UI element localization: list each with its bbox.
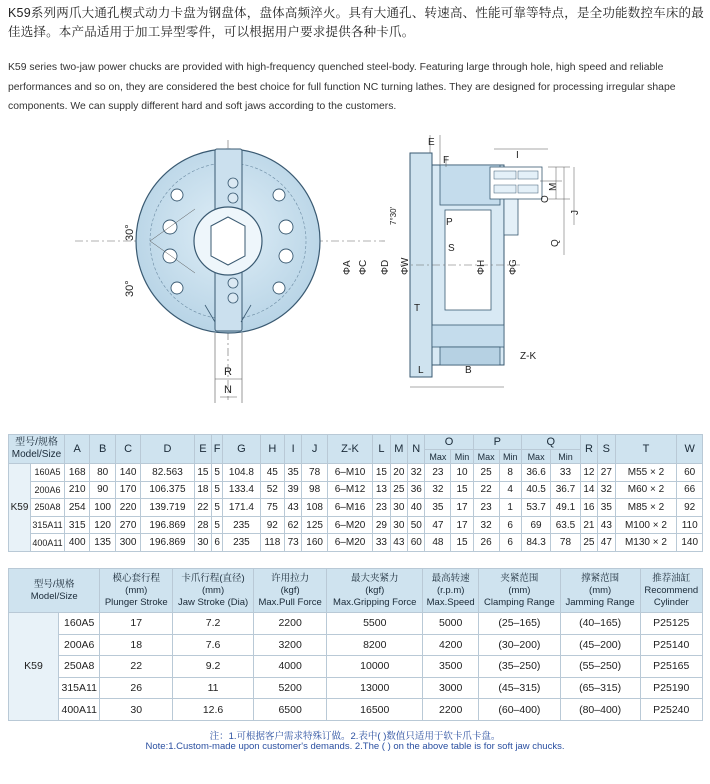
col-c: C: [115, 435, 140, 464]
table-cell: 39: [284, 481, 301, 499]
table-cell: 6–M10: [327, 464, 372, 482]
table-cell: 78: [302, 464, 327, 482]
table-cell: P25140: [640, 634, 702, 656]
table-cell: 6–M20: [327, 534, 372, 552]
angle-label-2: 30°: [124, 280, 136, 297]
table-cell: 160: [302, 534, 327, 552]
table-cell: 9.2: [173, 656, 254, 678]
dim-t: T: [414, 303, 421, 314]
table-cell: M130 × 2: [615, 534, 677, 552]
table-cell: 90: [90, 481, 115, 499]
table-cell: 250A8: [59, 656, 100, 678]
table-cell: 30: [194, 534, 211, 552]
table-cell: 98: [302, 481, 327, 499]
col-n: N: [408, 435, 425, 464]
table-cell: 196.869: [141, 534, 194, 552]
perf-header-5: 最高转速 (r.p.m) Max.Speed: [423, 569, 479, 613]
note-chinese: 注：1.可根据客户需求特殊订做。2.表中( )数值只适用于软卡爪卡盘。: [209, 731, 501, 742]
col-q-min: Min: [551, 450, 580, 464]
col-o: O: [425, 435, 473, 450]
table-cell: 27: [598, 464, 615, 482]
col-l: L: [373, 435, 390, 464]
dim-phi-a: ΦA: [342, 260, 353, 275]
table-cell: 120: [90, 516, 115, 534]
table-cell: 210: [65, 481, 90, 499]
table-cell: 171.4: [223, 499, 260, 517]
table-cell: 2200: [254, 613, 327, 635]
table-cell: 23: [425, 464, 451, 482]
dim-i: I: [516, 150, 519, 161]
front-view: [75, 140, 385, 403]
table-cell: 5000: [423, 613, 479, 635]
table-cell: 6–M20: [327, 516, 372, 534]
table-row: [9, 656, 703, 678]
perf-header-0: 型号/规格 Model/Size: [9, 569, 100, 613]
table-cell: 6–M12: [327, 481, 372, 499]
table-cell: M55 × 2: [615, 464, 677, 482]
dim-phi-g: ΦG: [508, 259, 519, 275]
table-cell: 220: [115, 499, 140, 517]
table-cell: 32: [425, 481, 451, 499]
table-cell: (25–165): [479, 613, 561, 635]
table-row: [9, 634, 703, 656]
table-cell: 33: [373, 534, 390, 552]
table-cell: 45: [260, 464, 284, 482]
angle-7-30: 7°30': [389, 206, 398, 225]
table-cell: 4: [499, 481, 521, 499]
table-cell: 36.7: [551, 481, 580, 499]
table-cell: 17: [451, 499, 473, 517]
col-r: R: [580, 435, 597, 464]
col-d: D: [141, 435, 194, 464]
dim-zk: Z-K: [520, 351, 537, 362]
table-cell: 7.6: [173, 634, 254, 656]
technical-drawings: [0, 125, 710, 425]
table-cell: 8200: [327, 634, 423, 656]
table-cell: 26: [473, 534, 499, 552]
table-cell: 15: [373, 464, 390, 482]
dim-n: N: [224, 384, 232, 396]
table-cell: 16500: [327, 699, 423, 721]
dim-e: E: [428, 137, 435, 148]
table-cell: 106.375: [141, 481, 194, 499]
table-cell: 400A11: [59, 699, 100, 721]
table-cell: 36: [408, 481, 425, 499]
dim-o: O: [540, 195, 551, 203]
table-cell: P25125: [640, 613, 702, 635]
table-cell: 5500: [327, 613, 423, 635]
dimension-table: [8, 434, 703, 552]
table-cell: 140: [677, 534, 703, 552]
table-cell: 49.1: [551, 499, 580, 517]
table-cell: 13: [373, 481, 390, 499]
table-cell: 18: [194, 481, 211, 499]
table-cell: 43: [284, 499, 301, 517]
col-s: S: [598, 435, 615, 464]
table-cell: 30: [390, 499, 407, 517]
table-cell: 3500: [423, 656, 479, 678]
col-i: I: [284, 435, 301, 464]
table-cell: 196.869: [141, 516, 194, 534]
table-row: [9, 699, 703, 721]
table-row: [9, 677, 703, 699]
dim-f: F: [443, 155, 450, 166]
table-cell: 5: [212, 481, 223, 499]
table-cell: (45–315): [479, 677, 561, 699]
table-cell: 48: [425, 534, 451, 552]
table-cell: 22: [473, 481, 499, 499]
table-cell: 43: [390, 534, 407, 552]
dim-j: J: [570, 210, 581, 215]
size-cell: 160A5: [31, 464, 65, 482]
table-cell: 104.8: [223, 464, 260, 482]
table-cell: 30: [390, 516, 407, 534]
table-row: [9, 613, 703, 635]
table-cell: 53.7: [521, 499, 550, 517]
dim-phi-c: ΦC: [358, 259, 369, 275]
table-cell: 32: [598, 481, 615, 499]
table-cell: (30–200): [479, 634, 561, 656]
table-cell: 43: [598, 516, 615, 534]
table-cell: 47: [598, 534, 615, 552]
table-cell: 11: [173, 677, 254, 699]
dimension-table-body: [9, 464, 703, 552]
size-cell: 400A11: [31, 534, 65, 552]
table-cell: 140: [115, 464, 140, 482]
table-cell: (60–400): [479, 699, 561, 721]
col-b: B: [90, 435, 115, 464]
table-cell: 32: [408, 464, 425, 482]
table-cell: (45–200): [560, 634, 640, 656]
table-cell: 25: [473, 464, 499, 482]
table-cell: 22: [194, 499, 211, 517]
intro-english: K59 series two-jaw power chucks are provided with high-frequency quenched steel-body. Featuring large through hole, high speed and reliable performances and so on, they are considered the best choice for full function NC turning lathes. They are designed for processing irregular shape components. We can supply different hard and soft jaws according to the customers.: [8, 62, 676, 112]
table-cell: (40–165): [560, 613, 640, 635]
table-cell: 8: [499, 464, 521, 482]
table-cell: 32: [473, 516, 499, 534]
table-cell: 75: [260, 499, 284, 517]
table-row: [9, 534, 703, 552]
table-cell: 1: [499, 499, 521, 517]
col-q-max: Max: [521, 450, 550, 464]
perf-header-1: 模心套行程 (mm) Plunger Stroke: [100, 569, 173, 613]
table-cell: 62: [284, 516, 301, 534]
table-cell: 16: [580, 499, 597, 517]
table-cell: 315A11: [59, 677, 100, 699]
perf-header-3: 许用拉力 (kgf) Max.Pull Force: [254, 569, 327, 613]
col-o-min: Min: [451, 450, 473, 464]
table-cell: 135: [90, 534, 115, 552]
perf-header-4: 最大夹紧力 (kgf) Max.Gripping Force: [327, 569, 423, 613]
col-p-min: Min: [499, 450, 521, 464]
table-cell: 60: [408, 534, 425, 552]
table-cell: 139.719: [141, 499, 194, 517]
table-cell: 17: [100, 613, 173, 635]
perf-header-8: 推荐油缸 Recommend Cylinder: [640, 569, 702, 613]
table-cell: 35: [598, 499, 615, 517]
col-q: Q: [521, 435, 580, 450]
table-cell: 40: [408, 499, 425, 517]
table-cell: 30: [100, 699, 173, 721]
table-cell: 4000: [254, 656, 327, 678]
table-cell: 6: [499, 516, 521, 534]
table-cell: (35–250): [479, 656, 561, 678]
table-cell: 25: [390, 481, 407, 499]
table-cell: 3200: [254, 634, 327, 656]
table-row: [9, 499, 703, 517]
table-cell: 63.5: [551, 516, 580, 534]
table-row: [9, 481, 703, 499]
performance-table-header: [9, 569, 703, 613]
perf-header-6: 夹紧范围 (mm) Clamping Range: [479, 569, 561, 613]
table-cell: 400: [65, 534, 90, 552]
col-f: F: [212, 435, 223, 464]
table-cell: M100 × 2: [615, 516, 677, 534]
table-cell: 29: [373, 516, 390, 534]
table-cell: M60 × 2: [615, 481, 677, 499]
table-cell: 2200: [423, 699, 479, 721]
col-w: W: [677, 435, 703, 464]
size-cell: 315A11: [31, 516, 65, 534]
header-model: 型号/规格 Model/Size: [9, 435, 65, 464]
table-cell: 20: [390, 464, 407, 482]
col-p-max: Max: [473, 450, 499, 464]
performance-table-body: [9, 613, 703, 721]
col-e: E: [194, 435, 211, 464]
col-g: G: [223, 435, 260, 464]
table-cell: (65–315): [560, 677, 640, 699]
table-cell: 10000: [327, 656, 423, 678]
performance-table: [8, 568, 703, 721]
note-english: Note:1.Custom-made upon customer's demands. 2.The ( ) on the above table is for soft jaw chucks.: [145, 741, 565, 752]
col-t: T: [615, 435, 677, 464]
table-cell: 5: [212, 516, 223, 534]
col-p: P: [473, 435, 521, 450]
table-cell: 22: [100, 656, 173, 678]
table-cell: 5: [212, 464, 223, 482]
table-cell: 21: [580, 516, 597, 534]
angle-label-1: 30°: [124, 224, 136, 241]
table-row: [9, 464, 703, 482]
table-cell: 15: [194, 464, 211, 482]
table-cell: 33: [551, 464, 580, 482]
side-view: [342, 135, 581, 387]
size-cell: 250A8: [31, 499, 65, 517]
size-cell: 200A6: [31, 481, 65, 499]
table-cell: 235: [223, 534, 260, 552]
col-zk: Z-K: [327, 435, 372, 464]
col-a: A: [65, 435, 90, 464]
dim-b: B: [465, 365, 472, 376]
table-cell: 108: [302, 499, 327, 517]
table-cell: 6: [499, 534, 521, 552]
dim-phi-w: ΦW: [400, 257, 411, 275]
table-cell: 6: [212, 534, 223, 552]
col-j: J: [302, 435, 327, 464]
intro-chinese: K59系列两爪大通孔楔式动力卡盘为钢盘体，盘体高频淬火。具有大通孔、转速高、性能可靠等特点，是全功能数控车床的最佳选择。本产品适用于加工异型零件，可以根据用户要求提供各种卡爪。: [8, 6, 704, 39]
table-cell: 168: [65, 464, 90, 482]
table-cell: 36.6: [521, 464, 550, 482]
table-cell: 14: [580, 481, 597, 499]
table-cell: 25: [580, 534, 597, 552]
perf-header-2: 卡爪行程(直径) (mm) Jaw Stroke (Dia): [173, 569, 254, 613]
table-cell: 125: [302, 516, 327, 534]
table-cell: 40.5: [521, 481, 550, 499]
table-cell: 15: [451, 534, 473, 552]
table-cell: 28: [194, 516, 211, 534]
table-cell: 160A5: [59, 613, 100, 635]
table-cell: 35: [425, 499, 451, 517]
dim-m: M: [548, 182, 559, 191]
table-cell: 200A6: [59, 634, 100, 656]
table-cell: 84.3: [521, 534, 550, 552]
table-cell: 5: [212, 499, 223, 517]
dim-phi-d: ΦD: [380, 259, 391, 275]
table-cell: 118: [260, 534, 284, 552]
dim-s: S: [448, 243, 455, 254]
table-cell: 66: [677, 481, 703, 499]
col-h: H: [260, 435, 284, 464]
table-cell: 7.2: [173, 613, 254, 635]
table-cell: 23: [373, 499, 390, 517]
series-cell: K59: [9, 464, 31, 552]
table-cell: (55–250): [560, 656, 640, 678]
table-cell: 254: [65, 499, 90, 517]
dim-l: L: [418, 365, 424, 376]
table-cell: 69: [521, 516, 550, 534]
table-cell: 23: [473, 499, 499, 517]
perf-header-7: 撑紧范围 (mm) Jamming Range: [560, 569, 640, 613]
table-cell: 10: [451, 464, 473, 482]
dim-r: R: [224, 366, 232, 378]
col-m: M: [390, 435, 407, 464]
table-cell: 18: [100, 634, 173, 656]
table-cell: 92: [260, 516, 284, 534]
table-cell: 13000: [327, 677, 423, 699]
table-cell: 35: [284, 464, 301, 482]
table-cell: 235: [223, 516, 260, 534]
table-cell: 3000: [423, 677, 479, 699]
table-cell: 4200: [423, 634, 479, 656]
table-cell: 26: [100, 677, 173, 699]
table-cell: 78: [551, 534, 580, 552]
dim-p: P: [446, 217, 453, 228]
table-cell: 270: [115, 516, 140, 534]
table-row: [9, 516, 703, 534]
table-cell: 92: [677, 499, 703, 517]
table-cell: (80–400): [560, 699, 640, 721]
table-cell: 60: [677, 464, 703, 482]
table-cell: 80: [90, 464, 115, 482]
table-cell: 300: [115, 534, 140, 552]
table-cell: 17: [451, 516, 473, 534]
series-cell: K59: [9, 613, 59, 721]
table-cell: M85 × 2: [615, 499, 677, 517]
table-cell: 52: [260, 481, 284, 499]
table-cell: 100: [90, 499, 115, 517]
table-cell: 5200: [254, 677, 327, 699]
table-cell: 47: [425, 516, 451, 534]
table-cell: 133.4: [223, 481, 260, 499]
col-o-max: Max: [425, 450, 451, 464]
table-cell: 50: [408, 516, 425, 534]
table-cell: 315: [65, 516, 90, 534]
table-cell: 82.563: [141, 464, 194, 482]
dim-q: Q: [550, 239, 561, 247]
table-cell: P25165: [640, 656, 702, 678]
table-cell: 6500: [254, 699, 327, 721]
table-cell: 12: [580, 464, 597, 482]
table-cell: P25190: [640, 677, 702, 699]
table-cell: 12.6: [173, 699, 254, 721]
table-cell: 15: [451, 481, 473, 499]
dim-phi-h: ΦH: [476, 259, 487, 275]
table-cell: P25240: [640, 699, 702, 721]
table-cell: 73: [284, 534, 301, 552]
table-cell: 6–M16: [327, 499, 372, 517]
table-cell: 170: [115, 481, 140, 499]
table-cell: 110: [677, 516, 703, 534]
